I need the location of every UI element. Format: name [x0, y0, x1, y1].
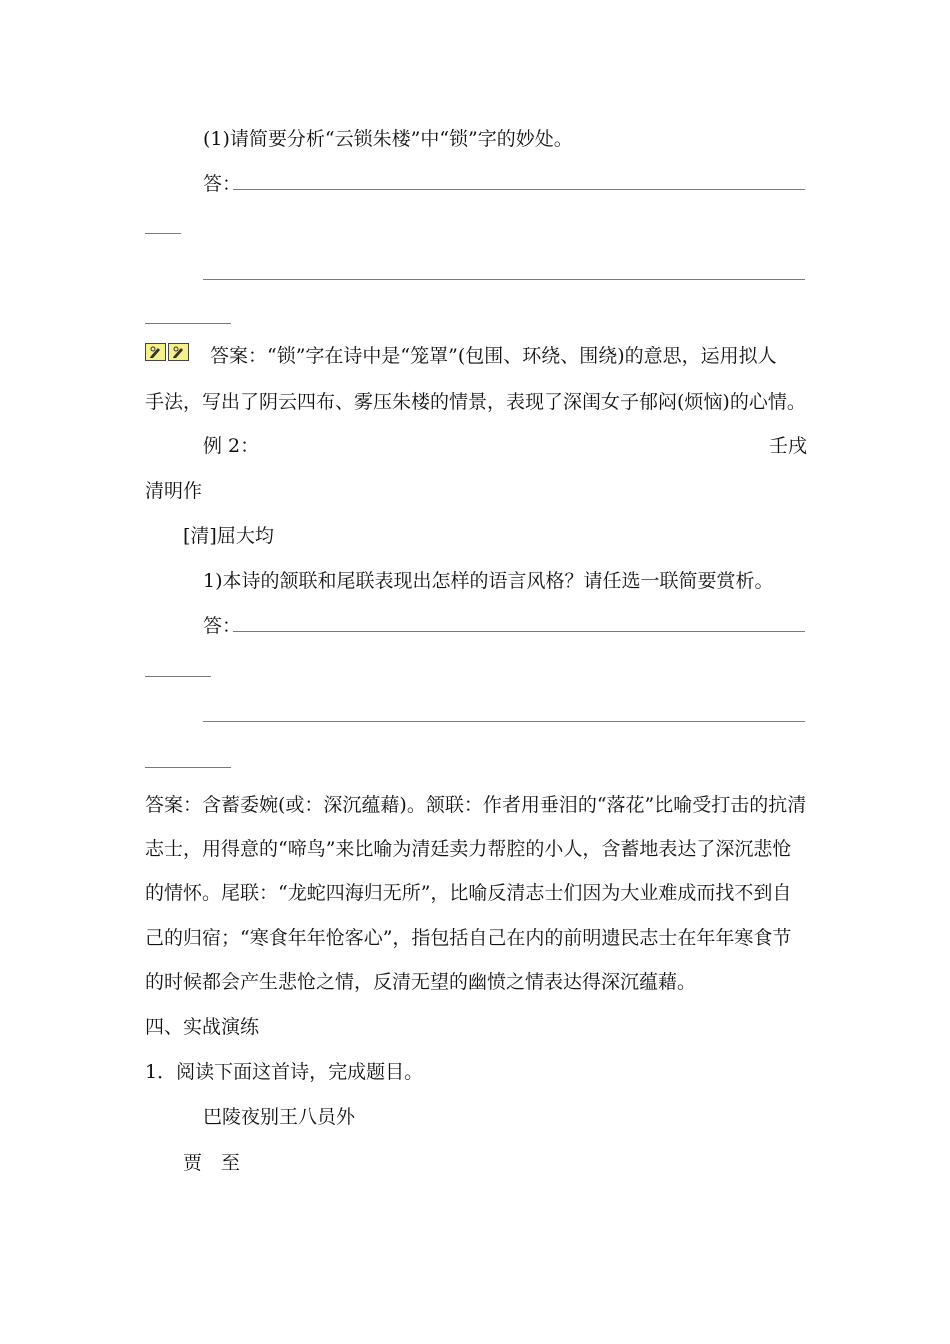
answer-2-line: 的情怀。尾联：“龙蛇四海归无所”，比喻反清志士们因为大业难成而找不到自 [145, 882, 792, 904]
answer-label-1: 答： [203, 173, 242, 195]
answer-blank-line-cont [145, 233, 181, 234]
exercise-item-1: 1．阅读下面这首诗，完成题目。 [145, 1061, 424, 1083]
answer-2-line: 志士，用得意的“啼鸟”来比喻为清廷卖力帮腔的小人，含蓄地表达了深沉悲怆 [145, 838, 792, 860]
pencil-icon [168, 343, 189, 361]
example-2-label: 例 2： [203, 435, 260, 457]
question-2: 1)本诗的颔联和尾联表现出怎样的语言风格？请任选一联简要赏析。 [203, 570, 774, 592]
answer-2-line: 的时候都会产生悲怆之情，反清无望的幽愤之情表达得深沉蕴藉。 [145, 971, 697, 993]
poem-title-part-a: 壬戌 [769, 435, 808, 457]
answer-blank-line[interactable] [203, 721, 805, 722]
answer-1-text: 答案：“锁”字在诗中是“笼罩”(包围、环绕、围绕)的意思，运用拟人 [210, 345, 777, 367]
answer-label-2: 答： [203, 615, 242, 637]
pencil-icon [145, 343, 166, 361]
answer-blank-line-cont [145, 323, 231, 324]
answer-blank-line[interactable] [233, 631, 805, 632]
answer-blank-line-cont [145, 767, 231, 768]
poem-title: 巴陵夜别王八员外 [203, 1106, 356, 1128]
question-1: (1)请简要分析“云锁朱楼”中“锁”字的妙处。 [203, 128, 573, 150]
answer-blank-line[interactable] [203, 279, 805, 280]
answer-blank-line[interactable] [233, 189, 805, 190]
poem-author: 贾 至 [183, 1152, 241, 1174]
poem-title-part-b: 清明作 [145, 480, 203, 502]
answer-2-line: 答案：含蓄委婉(或：深沉蕴藉)。颔联：作者用垂泪的“落花”比喻受打击的抗清 [145, 794, 807, 816]
answer-2-line: 己的归宿；“寒食年年怆客心”，指包括自己在内的前明遗民志士在年年寒食节 [145, 927, 792, 949]
answer-marker-icons [145, 343, 189, 361]
poem-author: [清]屈大均 [183, 525, 274, 547]
section-heading: 四、实战演练 [145, 1016, 260, 1038]
answer-1-text-cont: 手法，写出了阴云四布、雾压朱楼的情景，表现了深闺女子郁闷(烦恼)的心情。 [145, 391, 806, 413]
answer-blank-line-cont [145, 676, 211, 677]
